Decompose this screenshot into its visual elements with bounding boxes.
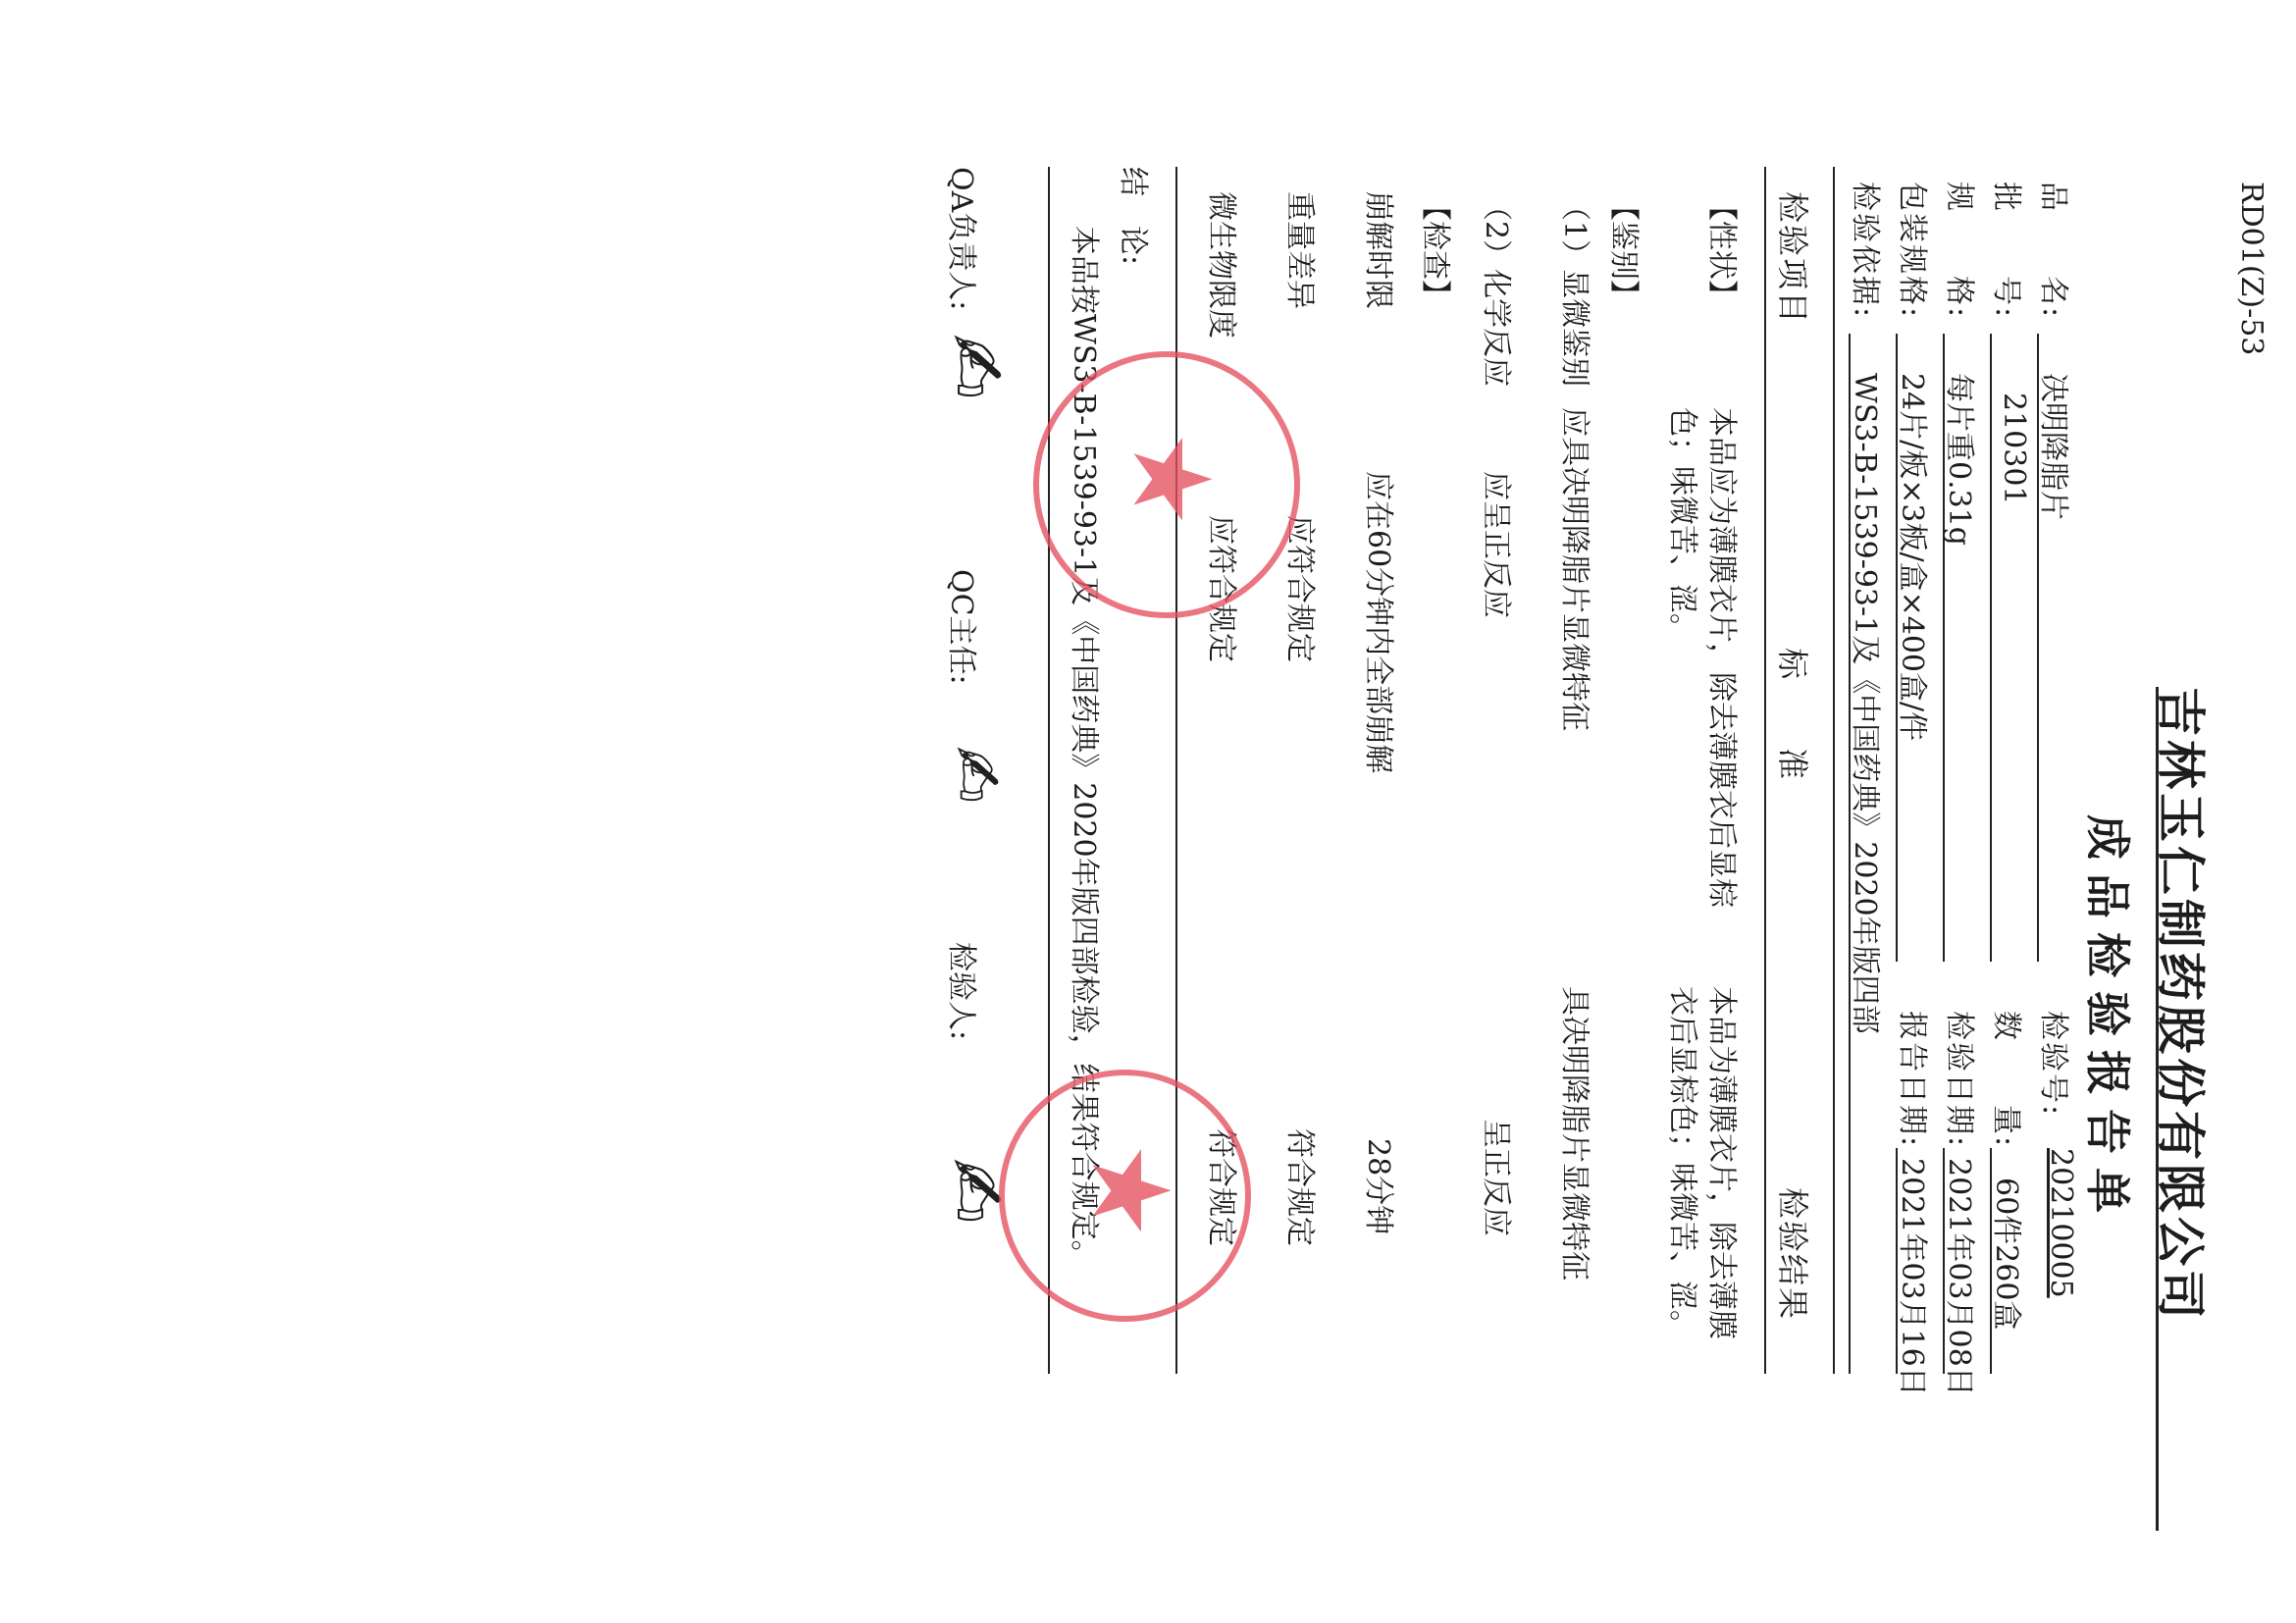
form-code: RD01(Z)-53 <box>2234 182 2269 356</box>
qc-label: QC主任: <box>944 569 978 685</box>
header-result: 检验结果 <box>1774 1187 1811 1322</box>
basis-underline <box>1849 334 1851 1374</box>
spec-value: 每片重0.31g <box>1942 373 1976 547</box>
batch-value: 210301 <box>1997 393 2031 505</box>
disintegration-item: 崩解时限 <box>1361 191 1395 309</box>
table-header-rule <box>1764 167 1766 1374</box>
report-no-label: 检验号: <box>2036 1011 2070 1118</box>
report-no-value: 20210005 <box>2044 1148 2078 1298</box>
basis-value: WS3-B-1539-93-1及《中国药典》2020年版四部 <box>1848 373 1882 1034</box>
id1-item: （1）显微鉴别 <box>1557 191 1592 388</box>
company-underline <box>2156 687 2159 1531</box>
qa-signature: ✍ <box>929 334 1020 400</box>
spec-label: 规 格: <box>1942 182 1976 320</box>
section-character: 【性状】 <box>1704 191 1739 309</box>
character-result-line-1: 本品为薄膜衣片，除去薄膜 <box>1704 986 1739 1339</box>
disintegration-standard: 应在60分钟内全部崩解 <box>1361 471 1395 774</box>
quantity-label: 数 量: <box>1989 1011 2023 1149</box>
weight-item: 重量差异 <box>1282 191 1317 309</box>
test-date-label: 检验日期: <box>1942 1011 1976 1149</box>
inspector-signature: ✍ <box>929 1158 1020 1225</box>
batch-label: 批 号: <box>1989 182 2023 320</box>
package-label: 包装规格: <box>1895 182 1929 320</box>
company-name: 吉林玉仁制药股份有限公司 <box>2152 687 2210 1323</box>
id1-result: 具决明降脂片显微特征 <box>1557 986 1592 1281</box>
section-identification: 【鉴别】 <box>1606 191 1641 309</box>
report-date-label: 报告日期: <box>1895 1011 1929 1149</box>
package-underline <box>1896 334 1898 962</box>
character-standard-line-1: 本品应为薄膜衣片，除去薄膜衣后显棕 <box>1704 407 1739 908</box>
quantity-underline <box>1990 1148 1992 1374</box>
inspector-label: 检验人: <box>944 942 978 1041</box>
weight-standard: 应符合规定 <box>1282 515 1317 662</box>
test-date-value: 2021年03月08日 <box>1942 1158 1976 1396</box>
report-date-value: 2021年03月16日 <box>1895 1158 1929 1396</box>
id1-standard: 应具决明降脂片显微特征 <box>1557 407 1592 731</box>
micro-item: 微生物限度 <box>1204 191 1238 339</box>
spec-underline <box>1943 334 1945 962</box>
product-name-underline <box>2037 334 2039 962</box>
product-name-label: 品 名: <box>2036 182 2070 320</box>
report-title: 成品检验报告单 <box>2081 814 2134 1227</box>
basis-label: 检验依据: <box>1848 182 1882 320</box>
micro-standard: 应符合规定 <box>1204 515 1238 662</box>
character-result-line-2: 衣后显棕色；味微苦、涩。 <box>1665 986 1699 1339</box>
header-item: 检验项目 <box>1774 191 1811 326</box>
id2-standard: 应呈正反应 <box>1479 471 1513 618</box>
quality-stamp-top <box>1033 351 1300 618</box>
report-date-underline <box>1896 1148 1898 1374</box>
weight-result: 符合规定 <box>1282 1128 1317 1246</box>
batch-underline <box>1990 334 1992 962</box>
conclusion-text: 本品按WS3-B-1539-93-1及《中国药典》2020年版四部检验，结果符合规定。 <box>1067 226 1101 1270</box>
qc-signature: ✍ <box>935 746 1016 804</box>
character-standard-line-2: 色；味微苦、涩。 <box>1665 407 1699 643</box>
conclusion-label: 结 论: <box>1116 167 1150 266</box>
id2-result: 呈正反应 <box>1479 1119 1513 1236</box>
micro-result: 符合规定 <box>1204 1128 1238 1246</box>
header-standard: 标 准 <box>1774 648 1811 782</box>
disintegration-result: 28分钟 <box>1361 1138 1395 1235</box>
test-date-underline <box>1943 1148 1945 1374</box>
product-name-value: 决明降脂片 <box>2036 373 2070 520</box>
section-inspection: 【检查】 <box>1418 191 1452 309</box>
stamp-star-icon: ★ <box>1068 1142 1193 1239</box>
table-top-rule <box>1833 167 1835 1374</box>
quality-stamp-bottom <box>999 1070 1251 1322</box>
id2-item: （2）化学反应 <box>1479 191 1513 388</box>
stamp-star-icon: ★ <box>1109 431 1234 528</box>
quantity-value: 60件260盒 <box>1989 1178 2023 1331</box>
qa-label: QA负责人: <box>944 167 978 311</box>
package-value: 24片/板×3板/盒×400盒/件 <box>1895 373 1929 742</box>
